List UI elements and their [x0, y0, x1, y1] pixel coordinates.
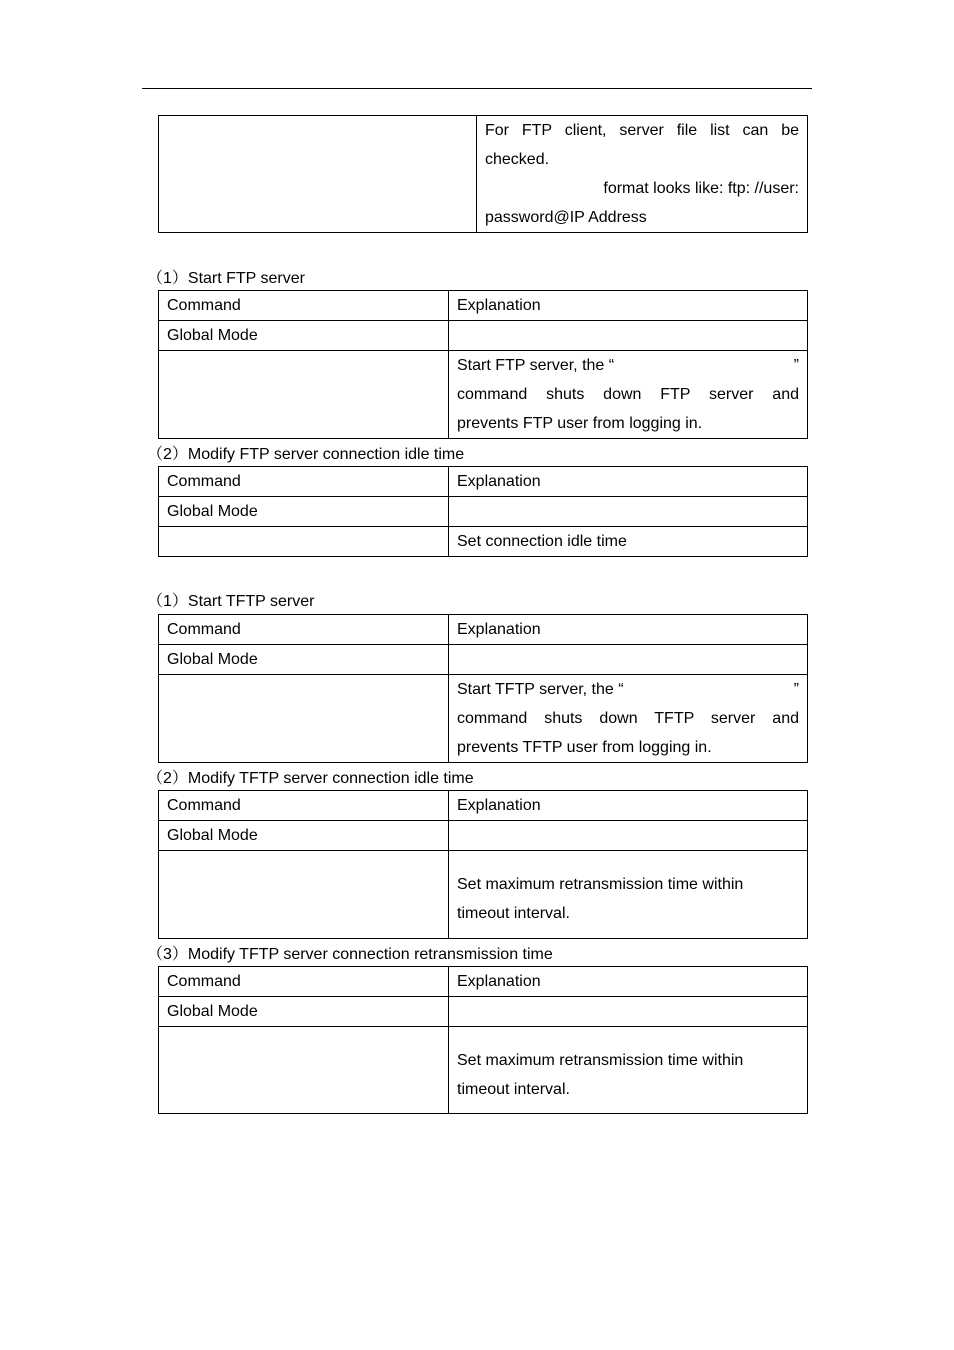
header-explanation: Explanation — [449, 467, 808, 497]
explanation-line: prevents TFTP user from logging in. — [457, 739, 712, 756]
ftp-client-table — [158, 115, 808, 233]
command-table — [158, 790, 808, 939]
section-label: （3）Modify TFTP server connection retransmission time — [147, 946, 553, 963]
mode-explanation-empty — [449, 645, 808, 675]
command-cell-empty — [159, 1027, 449, 1114]
header-explanation: Explanation — [449, 291, 808, 321]
header-explanation: Explanation — [449, 967, 808, 997]
explanation-line: command shuts down TFTP server and — [457, 710, 799, 727]
explanation-cell — [449, 351, 808, 439]
command-cell-empty — [159, 527, 449, 557]
section-label: （2）Modify FTP server connection idle time — [147, 446, 465, 463]
command-cell-empty — [159, 851, 449, 939]
explanation-cell — [449, 851, 808, 939]
explanation-line: prevents FTP user from logging in. — [457, 415, 703, 432]
header-command: Command — [159, 467, 449, 497]
explanation-text: Start FTP server, the “ — [457, 357, 615, 374]
command-table — [158, 966, 808, 1114]
command-table — [158, 466, 808, 557]
mode-cell: Global Mode — [159, 645, 449, 675]
explanation-line: password@IP Address — [485, 209, 647, 226]
explanation-cell: Set connection idle time — [449, 527, 808, 557]
explanation-line: format looks like: ftp: //user: — [603, 180, 799, 197]
header-rule — [142, 88, 812, 89]
explanation-cell — [449, 1027, 808, 1114]
header-explanation: Explanation — [449, 791, 808, 821]
mode-explanation-empty — [449, 997, 808, 1027]
explanation-line: Set maximum retransmission time within — [457, 876, 744, 893]
command-table — [158, 614, 808, 763]
explanation-line: command shuts down FTP server and — [457, 386, 799, 403]
command-cell-empty — [159, 351, 449, 439]
explanation-line: timeout interval. — [457, 1081, 570, 1098]
header-command: Command — [159, 967, 449, 997]
command-cell-empty — [159, 116, 477, 233]
command-table — [158, 290, 808, 439]
explanation-cell — [449, 675, 808, 763]
header-command: Command — [159, 291, 449, 321]
mode-explanation-empty — [449, 497, 808, 527]
mode-explanation-empty — [449, 321, 808, 351]
quote-close: ” — [793, 357, 799, 374]
quote-close: ” — [793, 681, 799, 698]
header-command: Command — [159, 615, 449, 645]
explanation-line: For FTP client, server file list can be — [485, 122, 799, 139]
section-label: （1）Start FTP server — [147, 270, 305, 287]
header-explanation: Explanation — [449, 615, 808, 645]
command-cell-empty — [159, 675, 449, 763]
section-label: （1）Start TFTP server — [147, 593, 315, 610]
mode-cell: Global Mode — [159, 497, 449, 527]
mode-cell: Global Mode — [159, 321, 449, 351]
mode-cell: Global Mode — [159, 997, 449, 1027]
explanation-line: Set maximum retransmission time within — [457, 1052, 744, 1069]
explanation-line: timeout interval. — [457, 905, 570, 922]
section-label: （2）Modify TFTP server connection idle time — [147, 770, 474, 787]
explanation-line: checked. — [485, 151, 550, 168]
mode-cell: Global Mode — [159, 821, 449, 851]
mode-explanation-empty — [449, 821, 808, 851]
explanation-cell — [477, 116, 808, 233]
header-command: Command — [159, 791, 449, 821]
explanation-text: Start TFTP server, the “ — [457, 681, 624, 698]
